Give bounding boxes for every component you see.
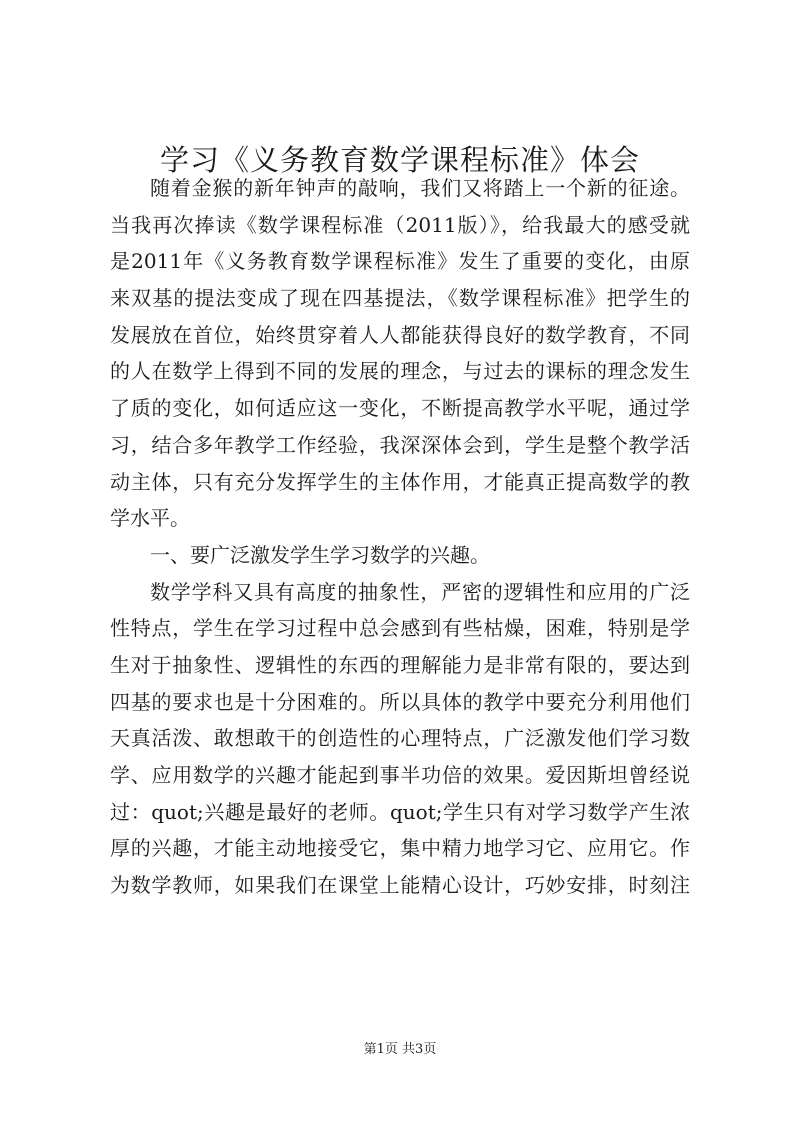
paragraph-line: 习，结合多年教学工作经验，我深深体会到，学生是整个教学活 xyxy=(110,432,690,457)
paragraph-line: 数学学科又具有高度的抽象性，严密的逻辑性和应用的广泛 xyxy=(150,579,690,604)
paragraph-line: 来双基的提法变成了现在四基提法，《数学课程标准》把学生的 xyxy=(110,286,690,311)
document-body xyxy=(110,170,690,904)
paragraph-line: 的人在数学上得到不同的发展的理念，与过去的课标的理念发生 xyxy=(110,359,690,384)
paragraph-line: 过：quot;兴趣是最好的老师。quot;学生只有对学习数学产生浓 xyxy=(110,799,690,824)
paragraph-line: 学、应用数学的兴趣才能起到事半功倍的效果。爱因斯坦曾经说 xyxy=(110,763,690,787)
paragraph-line: 四基的要求也是十分困难的。所以具体的教学中要充分利用他们 xyxy=(110,689,690,714)
paragraph-line: 天真活泼、敢想敢干的创造性的心理特点，广泛激发他们学习数 xyxy=(110,726,690,751)
paragraph-line: 性特点，学生在学习过程中总会感到有些枯燥，困难，特别是学 xyxy=(110,616,690,641)
paragraph-line: 学水平。 xyxy=(110,506,190,531)
section-heading: 一、要广泛激发学生学习数学的兴趣。 xyxy=(150,542,490,567)
document-title: 学习《义务教育数学课程标准》体会 xyxy=(159,143,640,177)
paragraph-line: 是2011年《义务教育数学课程标准》发生了重要的变化，由原 xyxy=(110,249,690,274)
paragraph-line: 厚的兴趣，才能主动地接受它，集中精力地学习它、应用它。作 xyxy=(110,836,690,861)
paragraph-line: 动主体，只有充分发挥学生的主体作用，才能真正提高数学的教 xyxy=(110,469,690,494)
paragraph-line: 生对于抽象性、逻辑性的东西的理解能力是非常有限的，要达到 xyxy=(110,652,690,677)
paragraph-line: 当我再次捧读《数学课程标准（2011版）》，给我最大的感受就 xyxy=(110,212,690,237)
paragraph-line: 发展放在首位，始终贯穿着人人都能获得良好的数学教育，不同 xyxy=(110,322,690,347)
page-number: 第1页 共3页 xyxy=(363,1042,437,1057)
paragraph-line: 随着金猴的新年钟声的敲响，我们又将踏上一个新的征途。 xyxy=(150,176,690,200)
paragraph-line: 了质的变化，如何适应这一变化，不断提高教学水平呢，通过学 xyxy=(110,396,690,421)
paragraph-line: 为数学教师，如果我们在课堂上能精心设计，巧妙安排，时刻注 xyxy=(110,873,690,898)
